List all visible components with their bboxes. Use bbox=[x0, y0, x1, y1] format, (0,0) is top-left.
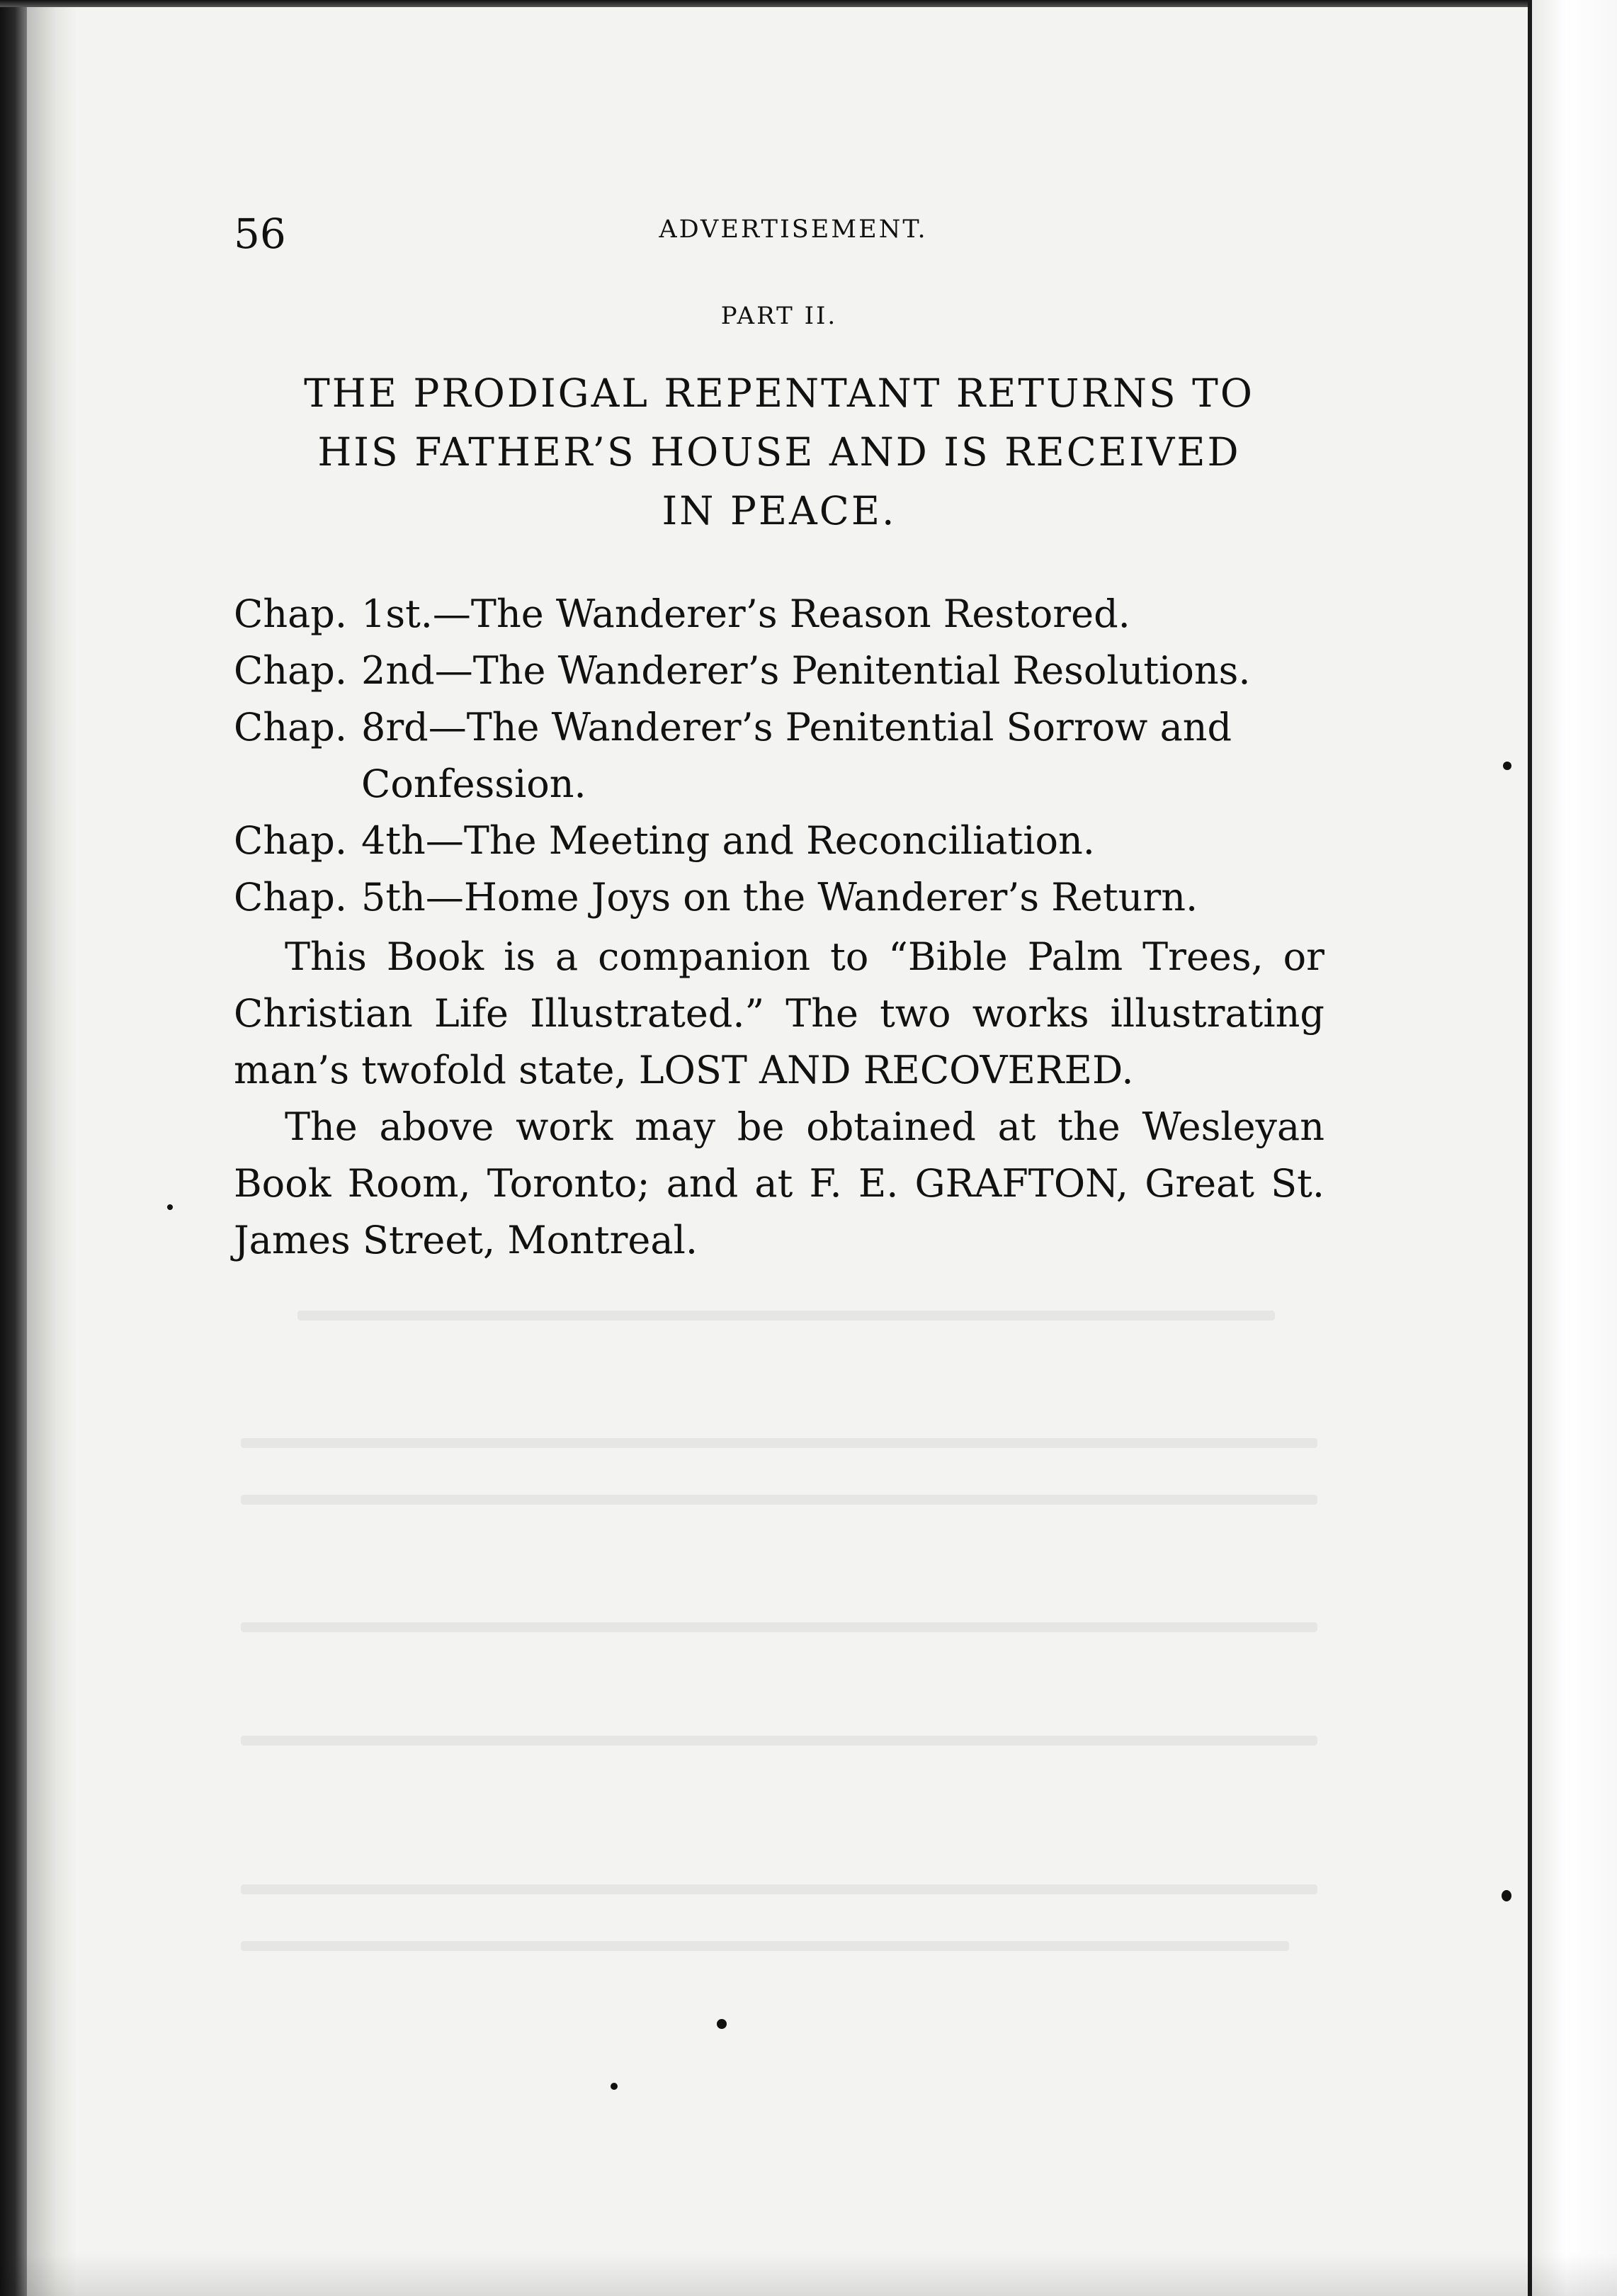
part-label: PART II. bbox=[720, 302, 838, 330]
chapter-title: 5th—Home Joys on the Wanderer’s Return. bbox=[361, 875, 1198, 920]
title-line: IN PEACE. bbox=[662, 488, 897, 533]
bleed-through-line bbox=[241, 1495, 1317, 1505]
chapter-title-block bbox=[361, 699, 1324, 813]
title-line: HIS FATHER’S HOUSE AND IS RECEIVED bbox=[317, 429, 1241, 475]
chapter-title: 1st.—The Wanderer’s Reason Restored. bbox=[361, 592, 1130, 636]
page-number: 56 bbox=[234, 210, 286, 258]
chapter-label: Chap. bbox=[234, 648, 348, 693]
chapter-entry bbox=[234, 813, 1324, 869]
book-binding-left bbox=[0, 0, 27, 2296]
ink-speck bbox=[717, 2019, 727, 2029]
chapter-entry bbox=[234, 699, 1324, 813]
chapter-entry bbox=[234, 869, 1324, 926]
page-top-edge bbox=[0, 0, 1617, 7]
chapter-label: Chap. bbox=[234, 875, 348, 920]
chapter-entry bbox=[234, 586, 1324, 643]
chapter-label: Chap. bbox=[234, 705, 348, 750]
bleed-through-line bbox=[241, 1884, 1317, 1894]
bleed-through-line bbox=[297, 1311, 1275, 1321]
chapter-label: Chap. bbox=[234, 592, 348, 636]
chapter-label: Chap. bbox=[234, 818, 348, 863]
chapter-title: 4th—The Meeting and Reconciliation. bbox=[361, 818, 1095, 863]
ink-speck bbox=[1503, 762, 1511, 770]
title-line: THE PRODIGAL REPENTANT RETURNS TO bbox=[304, 371, 1254, 416]
bleed-through-line bbox=[241, 1941, 1289, 1951]
chapter-list bbox=[234, 586, 1324, 926]
bleed-through-line bbox=[241, 1736, 1317, 1746]
page-content bbox=[234, 205, 1324, 1307]
chapter-title: 8rd—The Wanderer’s Penitential Sorrow and bbox=[361, 705, 1232, 750]
ink-speck bbox=[167, 1204, 173, 1210]
chapter-title: 2nd—The Wanderer’s Penitential Resolutions. bbox=[361, 648, 1251, 693]
running-title: ADVERTISEMENT. bbox=[659, 215, 928, 244]
book-binding-right bbox=[1532, 0, 1617, 2296]
bleed-through-line bbox=[241, 1438, 1317, 1448]
chapter-entry bbox=[234, 643, 1324, 699]
availability-paragraph: The above work may be obtained at the Wesleyan Book Room, Toronto; and at F. E. GRAFTON, Great St. James Street, Montreal. bbox=[234, 1104, 1324, 1262]
bleed-through-line bbox=[241, 1622, 1317, 1632]
ink-speck bbox=[1502, 1890, 1511, 1901]
page-edge-left bbox=[27, 0, 76, 2296]
page-bottom-shadow bbox=[0, 2253, 1617, 2296]
running-head bbox=[234, 205, 1324, 269]
companion-paragraph: This Book is a companion to “Bible Palm Trees, or Christian Life Illustrated.” The two works illustrating man’s twofold state, LOST AND RECOVERED. bbox=[234, 934, 1324, 1092]
chapter-title-continuation: Confession. bbox=[361, 762, 586, 806]
main-title bbox=[234, 364, 1324, 541]
ink-speck bbox=[611, 2083, 618, 2090]
